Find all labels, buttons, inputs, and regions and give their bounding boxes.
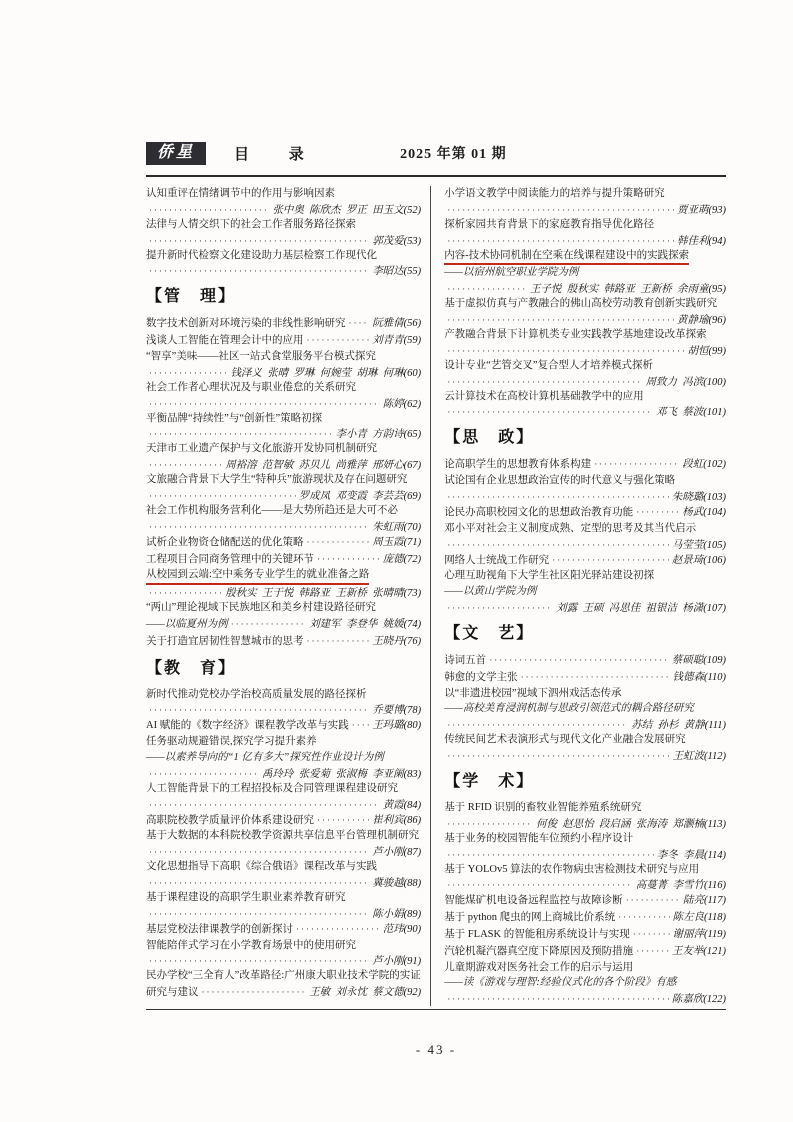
toc-item-authors: 刘青青(59) (372, 335, 422, 347)
toc-item-title: 论民办高职校园文化的思想政治教育功能 (444, 506, 634, 518)
toc-item-title: 从校园到云端:空中乘务专业学生的就业准备之路 (146, 567, 369, 585)
toc-item (146, 812, 421, 829)
toc-item (146, 921, 421, 938)
toc-item-authors: 黄霞(84) (382, 799, 422, 811)
toc-item-author-row (146, 906, 421, 921)
toc-item-author-row (444, 312, 726, 327)
dot-leader (489, 655, 669, 665)
toc-item-author-row (444, 892, 726, 909)
dot-leader (447, 850, 654, 860)
toc-item (146, 828, 421, 859)
page-header (146, 138, 726, 168)
dot-leader (447, 880, 633, 890)
toc-item (444, 652, 726, 669)
toc-item-title: 小学语文教学中阅读能力的培养与提升策略研究 (444, 188, 665, 199)
toc-item-author-row (146, 766, 421, 781)
dot-leader (447, 377, 642, 387)
toc-item-authors: 殷秋实 王于悦 韩路亚 王新桥 张晴晴(73) (225, 588, 422, 600)
dot-leader (447, 205, 674, 215)
toc-item (146, 217, 421, 248)
section-heading: 【教 育】 (146, 659, 237, 677)
toc-item-author-row (444, 748, 726, 763)
dot-leader (636, 946, 669, 956)
toc-item-title: 基于课程建设的高职学生职业素养教育研究 (146, 891, 346, 903)
toc-item (146, 600, 421, 633)
toc-item-authors: 刘建军 李登华 姚媛(74) (309, 618, 422, 630)
toc-item-authors: 范玮(90) (382, 923, 422, 935)
toc-item-authors: 陈左良(118) (672, 912, 726, 924)
dot-leader (552, 555, 669, 565)
toc-item (146, 349, 421, 380)
dot-leader (149, 705, 369, 715)
toc-item-title: 网络人士统战工作研究 (444, 554, 550, 566)
toc-item-author-row (444, 537, 726, 552)
dot-leader (521, 672, 670, 682)
header-rule (146, 175, 726, 177)
toc-item-title: 任务驱动规避错误,探究学习提升素养 (146, 736, 317, 748)
toc-item-title: 数字技术创新对环境污染的非线性影响研究 (146, 318, 346, 330)
dot-leader (447, 284, 527, 294)
toc-item-author-row (444, 652, 726, 669)
toc-item-title: 认知重评在情绪调节中的作用与影响因素 (146, 188, 335, 199)
right-column column-divider (430, 186, 726, 1006)
dot-leader (447, 236, 674, 246)
toc-item-title: 基于 YOLOv5 算法的农作物病虫害检测技术研究与应用 (444, 863, 700, 875)
toc-item-authors: 张中奥 陈欣杰 罗正 田玉文(52) (272, 204, 422, 216)
toc-item-title: 基于大数据的本科院校教学资源共享信息平台管理机制研究 (146, 830, 419, 842)
dot-leader (447, 751, 669, 761)
footer-rule (146, 1009, 726, 1010)
section-heading: 【文 艺】 (444, 624, 535, 642)
toc-item-author-row (444, 669, 726, 686)
dot-leader (618, 912, 669, 922)
toc-item-author-row (444, 926, 726, 943)
toc-item-authors: 芦小刚(91) (372, 956, 422, 968)
toc-item (146, 687, 421, 718)
dot-leader (352, 720, 369, 730)
toc-item-title: 社会工作机构服务营利化——是大势所趋还是大可不必 (146, 504, 398, 516)
toc-item-authors: 李昭达(55) (372, 266, 422, 278)
toc-item (444, 862, 726, 893)
toc-item-authors: 王晓丹(76) (372, 635, 422, 647)
toc-item-author-row (146, 812, 421, 829)
toc-item-authors: 冀骏越(88) (372, 877, 422, 889)
toc-item-title: 文化思想指导下高职《综合俄语》课程改革与实践 (146, 861, 377, 873)
toc-item (146, 859, 421, 890)
toc-item-author-row (146, 633, 421, 650)
toc-item-title: 产教融合背景下计算机类专业实践教学基地建设改革探索 (444, 328, 707, 340)
toc-columns (146, 186, 726, 1006)
toc-item-authors: 何俊 赵思怡 段启涵 张海涛 郑灏楠(113) (536, 818, 726, 830)
toc-item-authors: 高蔓菁 李雪竹(116) (635, 880, 726, 892)
toc-item-title: 韩愈的文学主张 (444, 671, 518, 683)
toc-item-authors: 钱泽义 张晴 罗琳 何婉莹 胡琳 何琳(60) (230, 367, 422, 379)
dot-leader (149, 429, 332, 439)
toc-item (146, 633, 421, 650)
toc-item-author-row (146, 202, 421, 217)
toc-item-subtitle: ——以宿州航空职业学院为例 (444, 267, 579, 279)
toc-item (444, 456, 726, 473)
toc-item-title: AI 赋能的《数字经济》课程教学改革与实践 (146, 720, 349, 732)
toc-item-author-row (146, 233, 421, 248)
toc-item-title-continued: 研究与建议 (146, 987, 199, 999)
toc-item-title: 智能煤矿机电设备远程监控与故障诊断 (444, 895, 623, 907)
toc-item-title: 基于 RFID 识别的畜牧业智能养殖系统研究 (444, 801, 642, 813)
toc-item-title: 平衡品牌“持续性”与“创新性”策略初探 (146, 412, 323, 424)
toc-item-authors: 韩佳利(94) (676, 235, 726, 247)
toc-item-title: 设计专业“艺管交叉”复合型人才培养模式探析 (444, 359, 654, 371)
toc-item (146, 441, 421, 472)
toc-item (146, 411, 421, 442)
toc-item-authors: 周裕溶 范智敏 苏贝儿 尚雅萍 邢妍心(67) (225, 460, 422, 472)
dot-leader (447, 994, 669, 1004)
section-heading: 【管 理】 (146, 288, 237, 306)
dot-leader (231, 619, 307, 629)
dot-leader (149, 460, 222, 470)
toc-item-author-row (146, 921, 421, 938)
toc-item (444, 358, 726, 389)
dot-leader (447, 407, 653, 417)
toc-item-authors: 段虹(102) (682, 459, 726, 471)
toc-item (444, 732, 726, 763)
toc-item-authors: 赵景琦(106) (671, 554, 726, 566)
toc-item-author-row (146, 315, 421, 332)
dot-leader (447, 540, 669, 550)
toc-item-author-row (146, 616, 421, 633)
dot-leader (149, 522, 369, 532)
toc-item (146, 717, 421, 734)
toc-item (146, 315, 421, 332)
toc-item (444, 552, 726, 569)
toc-item (444, 831, 726, 862)
toc-item (444, 504, 726, 521)
toc-item (146, 890, 421, 921)
toc-item-title: 邓小平对社会主义制度成熟、定型的思考及其当代启示 (444, 522, 697, 534)
toc-item-authors: 邓飞 蔡波(101) (655, 407, 726, 419)
toc-item (146, 968, 421, 1001)
toc-item (444, 568, 726, 615)
toc-item-author-row (146, 365, 421, 380)
toc-item-author-row (444, 552, 726, 569)
dot-leader (149, 956, 369, 966)
toc-item-author-row (146, 844, 421, 859)
toc-item (444, 892, 726, 909)
dot-leader (296, 924, 380, 934)
toc-item-author-row (444, 374, 726, 389)
toc-item-title: 文旅融合背景下大学生“特种兵”旅游现状及存在问题研究 (146, 474, 408, 486)
toc-item-title: “两山”理论视域下民族地区和美乡村建设路径研究 (146, 602, 376, 614)
toc-item-author-row (444, 909, 726, 926)
toc-item (444, 389, 726, 420)
toc-item-author-row (444, 202, 726, 217)
left-column (146, 186, 430, 1006)
toc-item-title: 基层党校法律课教学的创新探讨 (146, 923, 293, 935)
toc-item-author-row (146, 953, 421, 968)
toc-item-authors: 苏结 孙杉 黄静(111) (631, 720, 726, 732)
toc-item-author-row (146, 702, 421, 717)
toc-item-author-row (146, 717, 421, 734)
toc-item-author-row (444, 877, 726, 892)
toc-item-title: 人工智能背景下的工程招投标及合同管理课程建设研究 (146, 782, 398, 794)
dot-leader (447, 315, 674, 325)
toc-item-subtitle: ——以素养导向的“1 亿有多大”探究性作业设计为例 (146, 751, 384, 763)
toc-item-authors: 钱德森(110) (672, 671, 726, 683)
page-number: - 43 - (415, 1042, 457, 1057)
toc-item-author-row (146, 797, 421, 812)
toc-item-author-row (444, 456, 726, 473)
toc-item-authors: 朱晓璐(103) (671, 491, 726, 503)
toc-item-title-continued: ——以临夏州为例 (146, 618, 228, 630)
toc-item-title: 基于业务的校园智能车位预约小程序设计 (444, 832, 634, 844)
toc-item-authors: 李冬 李晨(114) (656, 849, 726, 861)
toc-item (146, 734, 421, 781)
toc-item (146, 567, 421, 600)
toc-item-authors: 陈婷(62) (382, 398, 422, 410)
toc-item-authors: 黄静瑜(96) (676, 314, 726, 326)
toc-item-title: 智能陪伴式学习在小学教育场景中的使用研究 (146, 939, 356, 951)
toc-item-authors: 胡恒(99) (687, 345, 726, 357)
toc-item-author-row (444, 600, 726, 615)
toc-item (444, 686, 726, 733)
toc-item-author-row (444, 489, 726, 504)
dot-leader (317, 815, 369, 825)
toc-item-author-row (146, 551, 421, 568)
toc-item (146, 503, 421, 534)
toc-item-authors: 陈小娟(89) (372, 908, 422, 920)
journal-logo: 侨星 (146, 142, 206, 165)
toc-item-authors: 周玉霞(71) (372, 536, 422, 548)
toc-item-title: 关于打造宜居韧性智慧城市的思考 (146, 635, 304, 647)
toc-item-authors: 崔利宾(86) (372, 814, 422, 826)
toc-item-author-row (444, 504, 726, 521)
dot-leader (447, 603, 553, 613)
toc-item-authors: 马莹莹(105) (671, 539, 726, 551)
toc-item-title: 浅谈人工智能在管理会计中的应用 (146, 335, 304, 347)
issue-label: 2025 年第 01 期 (400, 147, 507, 162)
toc-item-title: 汽轮机凝汽器真空度下降原因及预防措施 (444, 945, 634, 957)
toc-item-author-row (146, 457, 421, 472)
toc-item-title: “智享”美味——社区一站式食堂服务平台模式探究 (146, 350, 376, 362)
toc-item (146, 332, 421, 349)
page-content (146, 138, 726, 1006)
toc-item-author-row (146, 519, 421, 534)
toc-item-title: 工程项目合同商务管理中的关键环节 (146, 553, 314, 565)
dot-leader (149, 266, 369, 276)
toc-item-title: 内容-技术协同机制在空乘在线课程建设中的实践探索 (444, 248, 689, 266)
toc-item (444, 521, 726, 552)
toc-item-title: 诗词五首 (444, 654, 487, 666)
toc-item (444, 669, 726, 686)
dot-leader (317, 554, 380, 564)
toc-item-authors: 郭茂爱(53) (372, 235, 422, 247)
dot-leader (594, 459, 679, 469)
toc-item-authors: 芦小刚(87) (372, 847, 422, 859)
toc-item-title: 法律与人情交织下的社会工作者服务路径探索 (146, 218, 356, 230)
toc-item (146, 248, 421, 279)
toc-item (444, 296, 726, 327)
toc-item (146, 472, 421, 503)
toc-title: 目 录 (234, 146, 322, 163)
toc-item-author-row (146, 488, 421, 503)
toc-item (444, 248, 726, 297)
toc-item-title: 心理互助视角下大学生社区阳光驿站建设初探 (444, 570, 655, 582)
toc-item-authors: 王玛璐(80) (372, 720, 422, 732)
toc-item (444, 960, 726, 1007)
dot-leader (447, 346, 684, 356)
toc-item-title: 论高职学生的思想教育体系构建 (444, 459, 592, 471)
dot-leader (349, 318, 370, 328)
toc-item-title: 基于虚拟仿真与产教融合的佛山高校劳动教育创新实践研究 (444, 298, 718, 310)
toc-item (146, 380, 421, 411)
toc-item (444, 186, 726, 217)
dot-leader (307, 335, 370, 345)
toc-item-author-row (146, 426, 421, 441)
dot-leader (149, 236, 369, 246)
toc-item-authors: 贾亚萌(93) (676, 204, 726, 216)
dot-leader (149, 205, 269, 215)
toc-item-title: 以“非遗进校园”视域下泗州戏活态传承 (444, 687, 622, 699)
toc-item-author-row (444, 991, 726, 1006)
toc-item-title: 探析家园共育背景下的家庭教育指导优化路径 (444, 218, 655, 230)
dot-leader (149, 588, 222, 598)
toc-item (146, 534, 421, 551)
toc-item (444, 473, 726, 504)
toc-item-authors: 禹玲玲 张爱菊 张淑梅 李亚阑(83) (261, 768, 422, 780)
dot-leader (636, 507, 679, 517)
toc-item-authors: 庞德(72) (382, 553, 422, 565)
toc-item-title: 基于 python 爬虫的网上商城比价系统 (444, 912, 616, 924)
toc-item (444, 943, 726, 960)
toc-item-authors: 乔要博(78) (372, 705, 422, 717)
toc-item-author-row (146, 984, 421, 1001)
toc-item-authors: 王子悦 殷秋实 韩路亚 王新桥 余雨童(95) (529, 284, 726, 296)
toc-item-author-row (444, 233, 726, 248)
toc-item-authors: 罗成凤 邓变霞 李芸芸(69) (298, 490, 422, 502)
dot-leader (633, 929, 670, 939)
toc-item-authors: 杨武(104) (682, 506, 726, 518)
toc-item-author-row (444, 281, 726, 296)
toc-item-subtitle: ——以黄山学院为例 (444, 586, 537, 598)
toc-item-authors: 陈嘉欣(122) (671, 994, 726, 1006)
toc-item-title: 天津市工业遗产保护与文化旅游开发协同机制研究 (146, 443, 377, 455)
toc-item-title: 社会工作者心理状况及与职业倦怠的关系研究 (146, 381, 356, 393)
toc-item-authors: 蔡硕聪(109) (671, 654, 726, 666)
toc-item (146, 781, 421, 812)
toc-item-title: 基于 FLASK 的智能租房系统设计与实现 (444, 928, 630, 940)
dot-leader (149, 847, 369, 857)
dot-leader (149, 878, 369, 888)
section-heading: 【思 政】 (444, 429, 535, 447)
toc-item-author-row (444, 343, 726, 358)
dot-leader (626, 895, 680, 905)
toc-item-title: 试论国有企业思想政治宣传的时代意义与强化策略 (444, 475, 676, 487)
toc-item-author-row (444, 404, 726, 419)
toc-item (444, 327, 726, 358)
toc-item-author-row (146, 263, 421, 278)
toc-item-title: 高职院校教学质量评价体系建设研究 (146, 814, 314, 826)
toc-item-author-row (146, 396, 421, 411)
dot-leader (149, 491, 296, 501)
toc-item-title: 传统民间艺术表演形式与现代文化产业融合发展研究 (444, 734, 686, 746)
toc-item (444, 926, 726, 943)
toc-item-author-row (444, 943, 726, 960)
toc-item-authors: 王敏 刘永忱 蔡文德(92) (309, 987, 422, 999)
dot-leader (307, 537, 370, 547)
toc-item-title: 提升新时代检察文化建设助力基层检察工作现代化 (146, 249, 377, 261)
toc-item-authors: 谢丽萍(119) (672, 928, 726, 940)
toc-item-title: 儿童期游戏对医务社会工作的启示与运用 (444, 961, 634, 973)
toc-item (444, 217, 726, 248)
toc-item (146, 186, 421, 217)
toc-item-author-row (146, 875, 421, 890)
dot-leader (447, 492, 669, 502)
dot-leader (202, 987, 307, 997)
toc-item-authors: 朱虹雨(70) (372, 521, 422, 533)
toc-item-title: 民办学校“三全育人”改革路径:广州康大职业技术学院的实证 (146, 970, 421, 982)
toc-item (444, 909, 726, 926)
toc-item-authors: 阮雅倩(56) (372, 318, 422, 330)
toc-item-author-row (146, 585, 421, 600)
toc-item-authors: 王虹波(112) (672, 750, 726, 762)
toc-item-author-row (146, 332, 421, 349)
toc-item (146, 551, 421, 568)
toc-item-authors: 李小青 方韵诗(65) (335, 429, 422, 441)
toc-item-subtitle: ——高校美育浸润机制与思政引领范式的耦合路径研究 (444, 703, 694, 715)
toc-item-authors: 周致力 冯滨(100) (645, 376, 726, 388)
dot-leader (149, 800, 380, 810)
toc-item-author-row (444, 717, 726, 732)
toc-item-subtitle: ——读《游戏与理智:经验仪式化的各个阶段》有感 (444, 977, 677, 989)
toc-item (146, 938, 421, 969)
section-heading: 【学 术】 (444, 772, 535, 790)
dot-leader (447, 819, 533, 829)
toc-item-authors: 陆亮(117) (683, 895, 726, 907)
dot-leader (149, 399, 380, 409)
toc-item-title: 试析企业物资仓储配送的优化策略 (146, 536, 304, 548)
dot-leader (149, 769, 259, 779)
dot-leader (447, 720, 628, 730)
dot-leader (149, 909, 369, 919)
toc-item-authors: 王友举(121) (671, 945, 726, 957)
toc-item-author-row (444, 816, 726, 831)
toc-item (444, 800, 726, 831)
dot-leader (307, 636, 370, 646)
toc-item-authors: 刘露 王硕 冯思佳 祖银洁 杨潇(107) (556, 602, 726, 614)
toc-item-author-row (146, 534, 421, 551)
toc-item-author-row (444, 847, 726, 862)
toc-item-title: 新时代推动党校办学治校高质量发展的路径探析 (146, 688, 367, 700)
dot-leader (149, 368, 227, 378)
toc-item-title: 云计算技术在高校计算机基础教学中的应用 (444, 390, 644, 402)
